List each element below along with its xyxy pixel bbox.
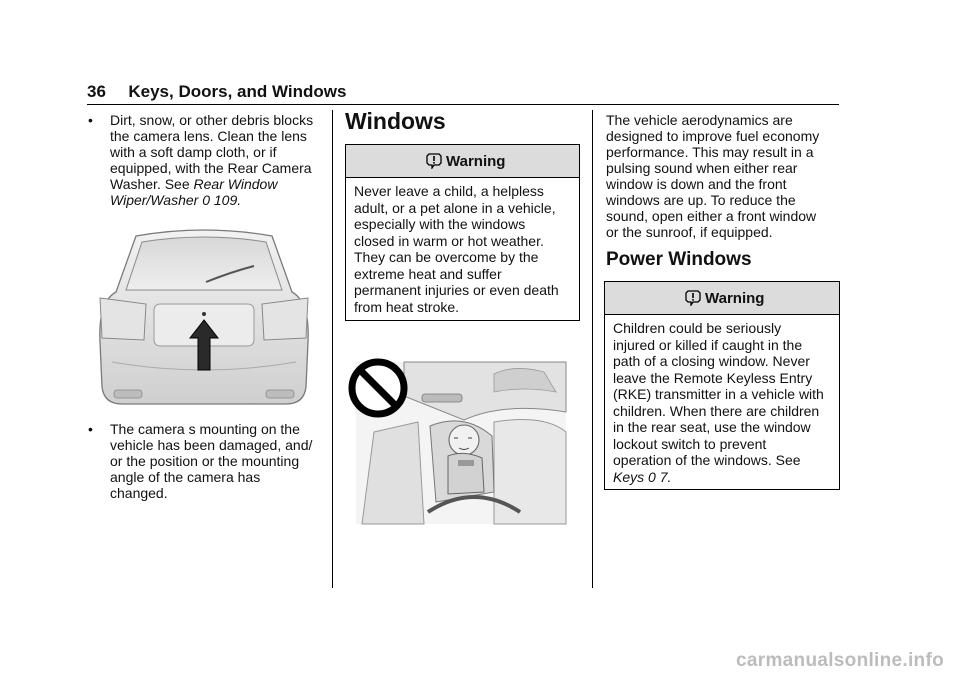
warning-box-windows [345, 144, 580, 321]
text-line: The camera s mounting on the [110, 421, 300, 437]
rear-camera-vehicle-illustration [96, 222, 312, 408]
text-line: path of a closing window. Never [613, 353, 810, 369]
text-line: the camera lens. Clean the lens [110, 128, 307, 144]
text-span: Washer. See [110, 176, 194, 192]
warning-label: Warning [446, 153, 506, 170]
column-divider-left [332, 110, 333, 588]
bullet-text [110, 112, 313, 208]
aerodynamics-paragraph [606, 112, 838, 240]
column-divider-right [592, 110, 593, 588]
warning-label: Warning [705, 290, 765, 307]
link-wiper-washer[interactable]: Wiper/Washer [110, 192, 199, 208]
text-line: windows are up. To reduce the [606, 192, 796, 208]
link-keys[interactable]: Keys [613, 468, 645, 485]
warning-icon [685, 289, 701, 306]
bullet-item-mounting [88, 421, 328, 505]
text-line: closed in warm or hot weather. [354, 232, 544, 249]
text-line: The vehicle aerodynamics are [606, 112, 793, 128]
text-line [110, 192, 313, 208]
page-reference: 0 109. [202, 192, 242, 208]
text-line: or the position or the mounting [110, 453, 300, 469]
text-line: permanent injuries or even death [354, 282, 559, 298]
bullet-dot: • [88, 112, 93, 128]
text-line: in the rear seat, use the window [613, 419, 811, 435]
text-line: especially with the windows [354, 216, 526, 232]
text-line: leave the Remote Keyless Entry [613, 369, 813, 386]
text-line: extreme heat and suffer [354, 265, 502, 282]
heading-windows: Windows [345, 108, 446, 134]
watermark: carmanualsonline.info [736, 650, 944, 671]
text-line [110, 176, 313, 192]
bullet-dot: • [88, 421, 93, 437]
warning-text [354, 183, 559, 315]
link-rear-window[interactable]: Rear Window [193, 176, 278, 192]
bullet-text [110, 421, 312, 501]
text-line: designed to improve fuel economy [606, 128, 820, 144]
child-in-car-warning-illustration [344, 352, 568, 526]
text-line: lockout switch to prevent [613, 435, 767, 452]
text-line: They can be overcome by the [354, 249, 539, 265]
page-number: 36 [87, 82, 106, 101]
text-line: or the sunroof, if equipped. [606, 224, 773, 240]
text-line: vehicle has been damaged, and/ [110, 437, 313, 453]
warning-icon [426, 152, 442, 169]
text-line: adult, or a pet alone in a vehicle, [354, 199, 556, 216]
text-line: window is down and the front [606, 176, 787, 192]
text-line: children. When there are children [613, 402, 820, 419]
warning-header [605, 282, 839, 315]
page-reference: 0 7. [648, 468, 672, 485]
text-line: sound, open either a front window [606, 208, 817, 224]
text-line [613, 469, 824, 486]
text-line: Never leave a child, a helpless [354, 183, 544, 199]
text-line: Dirt, snow, or other debris blocks [110, 112, 314, 128]
heading-power-windows: Power Windows [606, 249, 752, 270]
bullet-item-debris [88, 112, 328, 212]
text-line: from heat stroke. [354, 298, 460, 315]
warning-text [613, 320, 824, 485]
text-line: equipped, with the Rear Camera [110, 160, 312, 176]
text-line: pulsing sound when either rear [606, 160, 798, 176]
text-line: operation of the windows. See [613, 452, 801, 468]
text-line: angle of the camera has [110, 469, 261, 485]
text-line: performance. This may result in a [606, 144, 814, 160]
header-rule [87, 104, 839, 105]
warning-header [346, 145, 579, 178]
text-line: Children could be seriously [613, 320, 782, 336]
text-line: (RKE) transmitter in a vehicle with [613, 386, 824, 402]
section-title: Keys, Doors, and Windows [128, 82, 347, 101]
warning-box-power-windows [604, 281, 840, 490]
text-line: injured or killed if caught in the [613, 336, 803, 353]
page-header [87, 82, 839, 102]
text-line: changed. [110, 485, 168, 501]
text-line: with a soft damp cloth, or if [110, 144, 277, 160]
